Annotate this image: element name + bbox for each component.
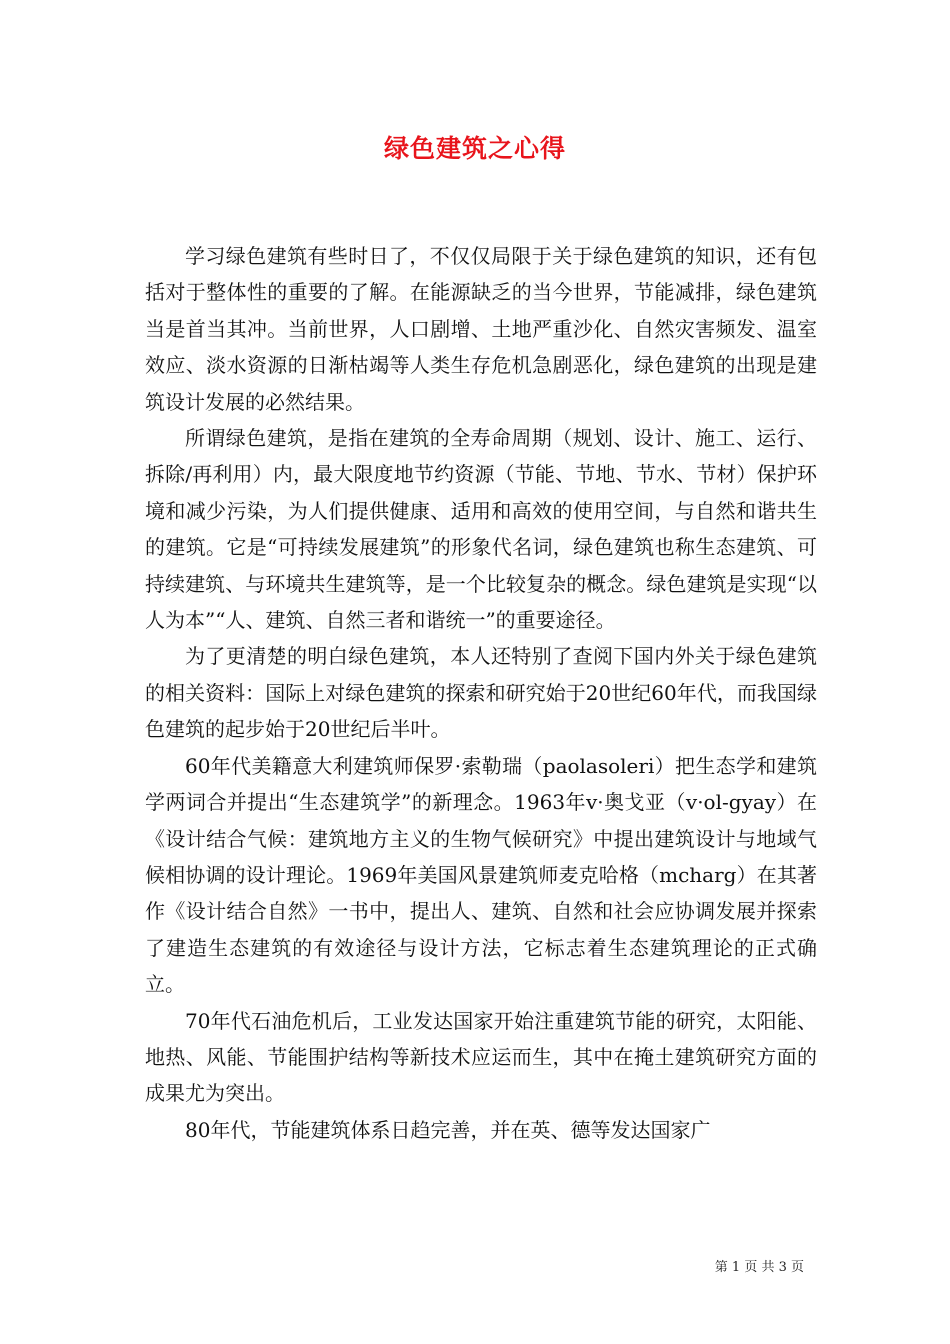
- page-number: 第 1 页 共 3 页: [714, 1260, 804, 1275]
- paragraph: 70年代石油危机后，工业发达国家开始注重建筑节能的研究，太阳能、地热、风能、节能围护结构等新技术应运而生，其中在掩土建筑研究方面的成果尤为突出。: [145, 1008, 817, 1106]
- paragraph: 学习绿色建筑有些时日了，不仅仅局限于关于绿色建筑的知识，还有包括对于整体性的重要的了解。在能源缺乏的当今世界，节能减排，绿色建筑当是首当其冲。当前世界，人口剧增、土地严重沙化、自然灾害频发、温室效应、淡水资源的日渐枯竭等人类生存危机急剧恶化，绿色建筑的出现是建筑设计发展的必然结果。: [145, 244, 817, 414]
- paragraph: 为了更清楚的明白绿色建筑，本人还特别了查阅下国内外关于绿色建筑的相关资料：国际上对绿色建筑的探索和研究始于20世纪60年代，而我国绿色建筑的起步始于20世纪后半叶。: [145, 644, 817, 742]
- paragraph: 80年代，节能建筑体系日趋完善，并在英、德等发达国家广: [185, 1117, 711, 1142]
- document-title: 绿色建筑之心得: [383, 134, 566, 163]
- document-body: [145, 238, 817, 1148]
- paragraph: 所谓绿色建筑，是指在建筑的全寿命周期（规划、设计、施工、运行、拆除/再利用）内，最大限度地节约资源（节能、节地、节水、节材）保护环境和减少污染，为人们提供健康、适用和高效的使用空间，与自然和谐共生的建筑。它是“可持续发展建筑”的形象代名词，绿色建筑也称生态建筑、可持续建筑、与环境共生建筑等，是一个比较复杂的概念。绿色建筑是实现“以人为本”“人、建筑、自然三者和谐统一”的重要途径。: [145, 426, 817, 633]
- paragraph: 60年代美籍意大利建筑师保罗·索勒瑞（paolasoleri）把生态学和建筑学两词合并提出“生态建筑学”的新理念。1963年v·奥戈亚（v·ol-gyay）在《设计结合气候：建筑地方主义的生物气候研究》中提出建筑设计与地域气候相协调的设计理论。1969年美国风景建筑师麦克哈格（mcharg）在其著作《设计结合自然》一书中，提出人、建筑、自然和社会应协调发展并探索了建造生态建筑的有效途径与设计方法，它标志着生态建筑理论的正式确立。: [145, 753, 817, 997]
